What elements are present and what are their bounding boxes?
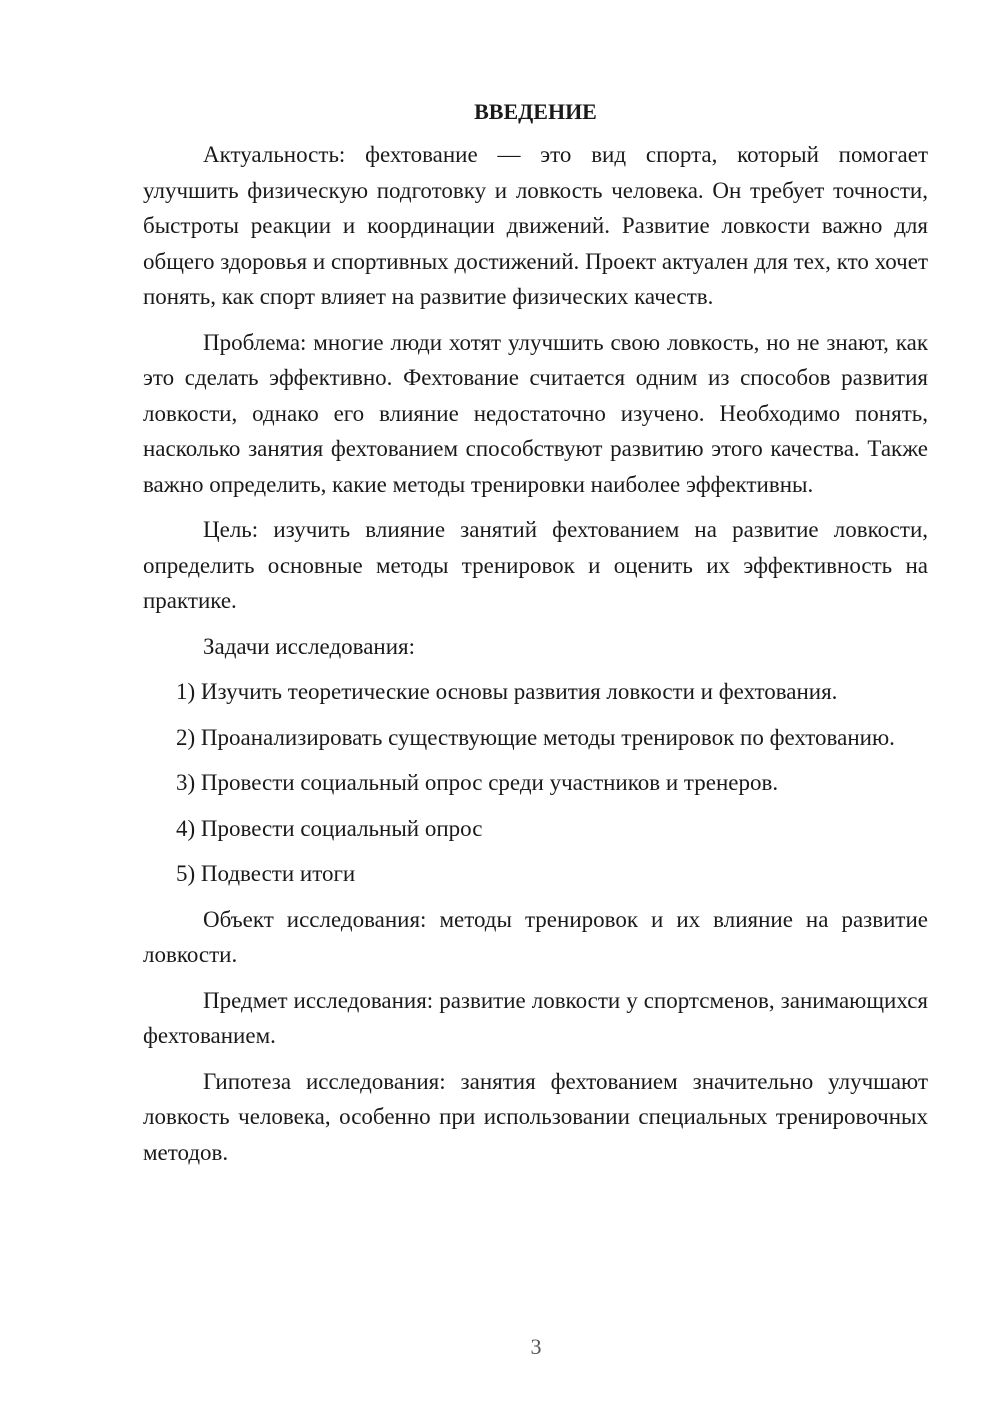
relevance-paragraph: Актуальность: фехтование — это вид спорта, который помогает улучшить физическую подготовку и ловкость человека. Он требует точности, быстроты реакции и координации движений. Развитие ловкости важно для общего здоровья и спортивных достижений. Проект актуален для тех, кто хочет понять, как спорт влияет на развитие физических качеств.	[143, 142, 928, 309]
object-paragraph: Объект исследования: методы тренировок и их влияние на развитие ловкости.	[143, 906, 928, 967]
section-title: ВВЕДЕНИЕ	[474, 99, 597, 124]
task-item-3: 3) Провести социальный опрос среди участников и тренеров.	[176, 770, 779, 795]
page-number: 3	[530, 1334, 542, 1359]
task-item-2: 2) Проанализировать существующие методы тренировок по фехтованию.	[176, 724, 895, 750]
tasks-heading: Задачи исследования:	[203, 633, 416, 659]
task-item-1: 1) Изучить теоретические основы развития ловкости и фехтования.	[176, 679, 838, 704]
hypothesis-paragraph: Гипотеза исследования: занятия фехтованием значительно улучшают ловкость человека, особенно при использовании специальных тренировочных методов.	[143, 1068, 928, 1165]
document-body	[143, 96, 928, 1180]
task-item-5: 5) Подвести итоги	[176, 861, 356, 886]
problem-paragraph: Проблема: многие люди хотят улучшить свою ловкость, но не знают, как это сделать эффективно. Фехтование считается одним из способов развития ловкости, однако его влияние недостаточно изучено. Необходимо понять, насколько занятия фехтованием способствуют развитию этого качества. Также важно определить, какие методы тренировки наиболее эффективны.	[143, 329, 928, 497]
goal-paragraph: Цель: изучить влияние занятий фехтованием на развитие ловкости, определить основные методы тренировок и оценить их эффективность на практике.	[143, 517, 928, 613]
task-item-4: 4) Провести социальный опрос	[176, 815, 483, 841]
subject-paragraph: Предмет исследования: развитие ловкости у спортсменов, занимающихся фехтованием.	[143, 987, 928, 1048]
